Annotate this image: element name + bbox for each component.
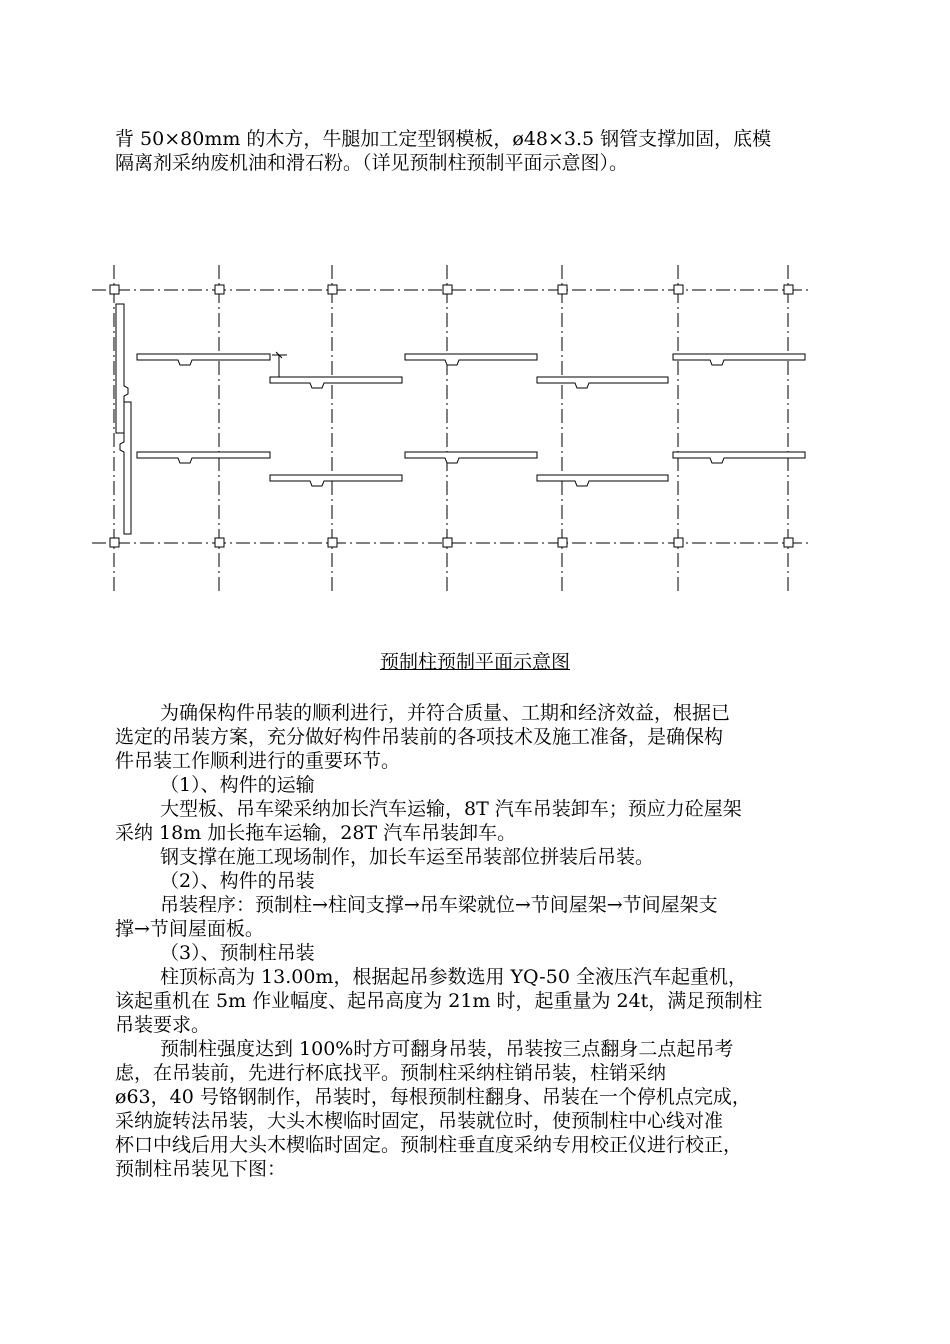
foundation-marker [443,538,452,547]
foundation-marker [784,538,793,547]
foundation-marker [674,285,683,294]
section-heading-3: （3）、预制柱吊装 [160,942,315,964]
precast-column [137,452,270,463]
body-line-7: 钢支撑在施工现场制作，加长车运至吊装部位拼装后吊装。 [160,846,655,868]
body-line-6: 采纳 18m 加长拖车运输，28T 汽车吊装卸车。 [115,822,517,844]
intro-line-1: 背 50×80mm 的木方，牛腿加工定型钢模板，ø48×3.5 钢管支撑加固，底模 [115,128,772,150]
body-line-19: 杯口中线后用大头木楔临时固定。预制柱垂直度采纳专用校正仪进行校正， [115,1134,743,1156]
foundation-marker [558,538,567,547]
precast-column [270,377,402,388]
foundation-marker [215,285,224,294]
body-line-10: 撑→节间屋面板。 [115,918,264,940]
figure-caption: 预制柱预制平面示意图 [379,651,570,673]
precast-column [673,354,805,365]
precast-column [137,354,270,365]
body-line-5: 大型板、吊车梁采纳加长汽车运输，8T 汽车吊装卸车；预应力砼屋架 [160,798,742,820]
precast-column [405,354,537,365]
foundation-marker [784,285,793,294]
column-end-marker [272,352,287,377]
foundation-marker [328,285,337,294]
body-line-2: 选定的吊装方案，充分做好构件吊装前的各项技术及施工准备，是确保构 [115,726,724,748]
body-line-20: 预制柱吊装见下图： [115,1158,287,1180]
body-line-14: 吊装要求。 [115,1014,211,1036]
section-heading-2: （2）、构件的吊装 [160,870,315,892]
body-line-17: ø63，40 号铬钢制作，吊装时，每根预制柱翻身、吊装在一个停机点完成， [115,1086,751,1108]
body-line-13: 该起重机在 5m 作业幅度、起吊高度为 21m 时，起重量为 24t，满足预制柱 [115,990,763,1012]
foundation-marker [110,538,119,547]
precast-column [270,475,402,486]
body-line-16: 虑，在吊装前，先进行杯底找平。预制柱采纳柱销吊装，柱销采纳 [115,1062,667,1084]
body-line-15: 预制柱强度达到 100%时方可翻身吊装，吊装按三点翻身二点起吊考 [160,1038,734,1060]
body-line-9: 吊装程序：预制柱→柱间支撑→吊车梁就位→节间屋架→节间屋架支 [160,894,718,916]
section-heading-1: （1）、构件的运输 [160,774,315,796]
body-line-1: 为确保构件吊装的顺利进行，并符合质量、工期和经济效益，根据已 [160,702,731,724]
precast-column [537,377,668,388]
column-prefabrication-plan-diagram [0,0,950,640]
foundation-marker [443,285,452,294]
foundation-marker [110,285,119,294]
intro-line-2: 隔离剂采纳废机油和滑石粉。（详见预制柱预制平面示意图）。 [115,152,629,174]
precast-column [673,452,805,463]
foundation-marker [215,538,224,547]
body-line-12: 柱顶标高为 13.00m，根据起吊参数选用 YQ-50 全液压汽车起重机， [160,966,747,988]
body-line-3: 件吊装工作顺利进行的重要环节。 [115,750,401,772]
foundation-marker [674,538,683,547]
foundation-marker [558,285,567,294]
body-line-18: 采纳旋转法吊装，大头木楔临时固定，吊装就位时，使预制柱中心线对准 [115,1110,724,1132]
precast-column [405,452,537,463]
precast-column [537,475,668,486]
foundation-marker [328,538,337,547]
